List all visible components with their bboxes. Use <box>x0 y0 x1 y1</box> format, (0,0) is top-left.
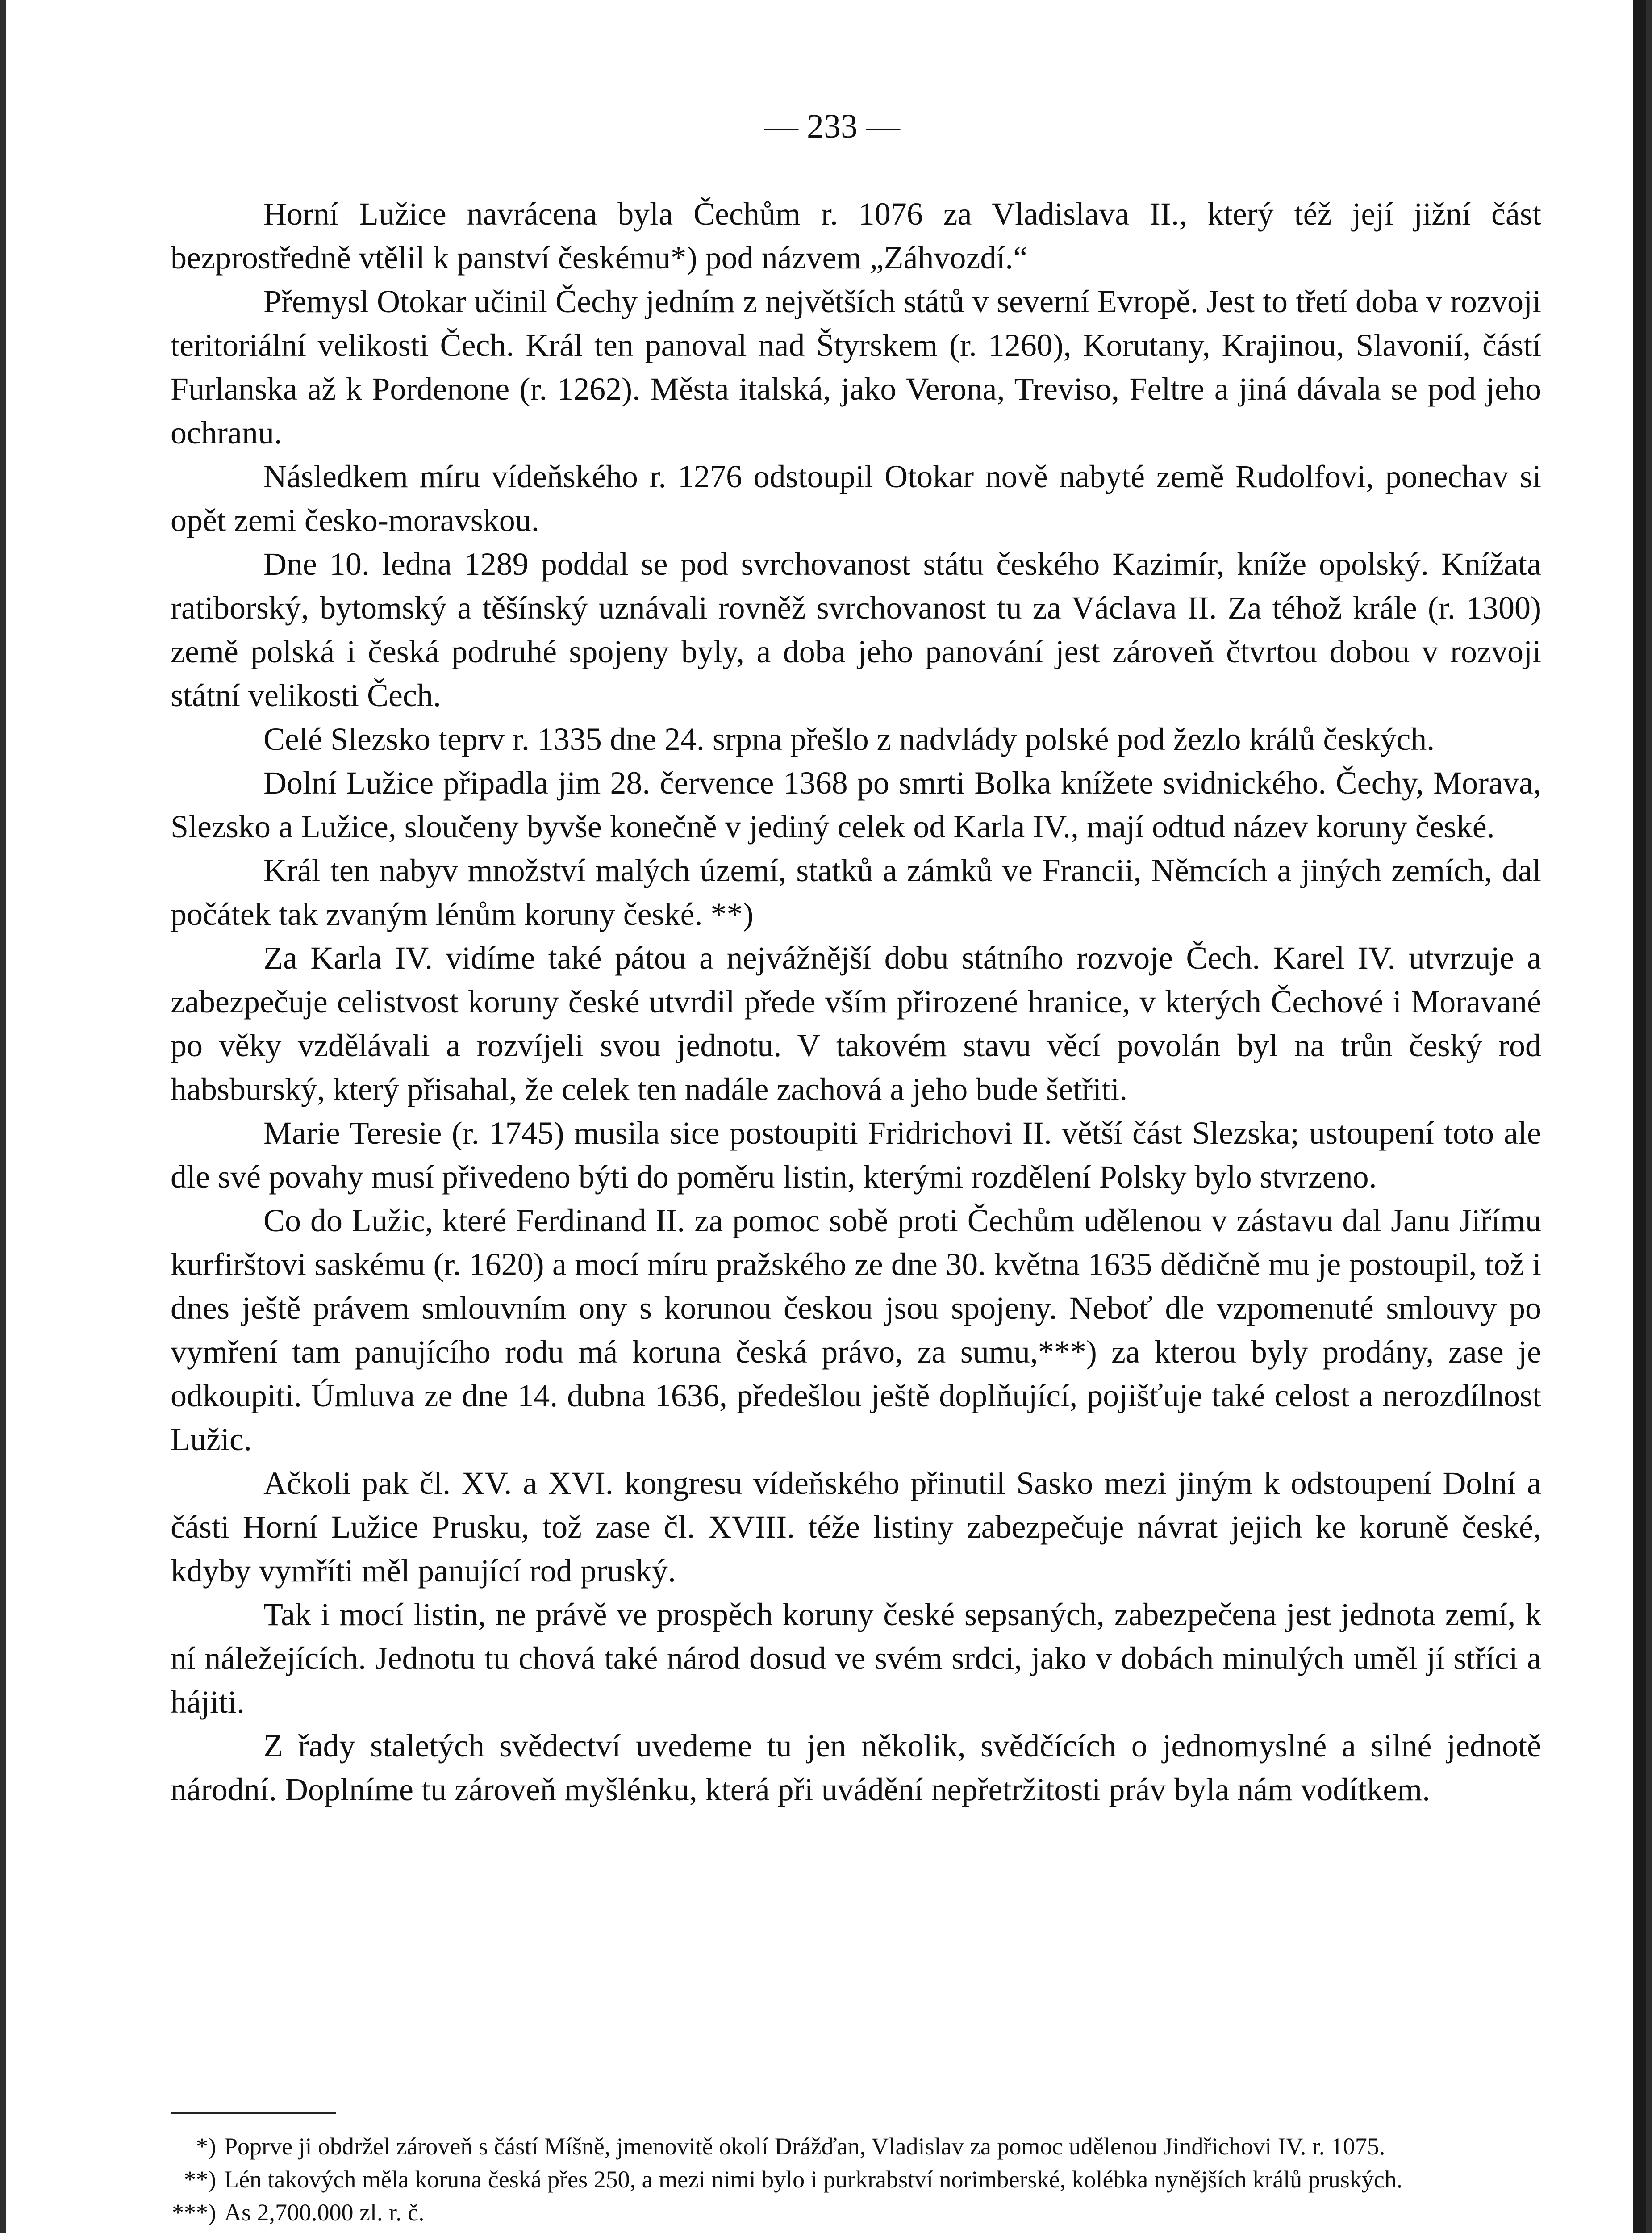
footnote <box>171 2133 1541 2160</box>
footnote-divider <box>171 2112 336 2114</box>
paragraph: Dolní Lužice připadla jim 28. července 1368 po smrti Bolka knížete svidnického. Čechy, Morava, Slezsko a Lužice, sloučeny byvše konečně v jediný celek od Karla IV., mají odtud název koruny české. <box>171 765 1541 845</box>
paragraph: Přemysl Otokar učinil Čechy jedním z největších států v severní Evropě. Jest to třetí doba v rozvoji teritoriální velikosti Čech. Král ten panoval nad Štyrskem (r. 1260), Korutany, Krajinou, Slavonií, částí Furlanska až k Pordenone (r. 1262). Města italská, jako Verona, Treviso, Feltre a jiná dávala se pod jeho ochranu. <box>171 284 1541 451</box>
paragraph: Dne 10. ledna 1289 poddal se pod svrchovanost státu českého Kazimír, kníže opolský. Knížata ratiborský, bytomský a těšínský uznávali rovněž svrchovanost tu za Václava II. Za téhož krále (r. 1300) země polská i česká podruhé spojeny byly, a doba jeho panování jest zároveň čtvrtou dobou v rozvoji státní velikosti Čech. <box>171 546 1541 713</box>
paragraph: Následkem míru vídeňského r. 1276 odstoupil Otokar nově nabyté země Rudolfovi, ponechav si opět zemi česko-moravskou. <box>171 459 1541 538</box>
footnote-text: Lén takových měla koruna česká přes 250, a mezi nimi bylo i purkrabství norimberské, kolébka nynějších králů pruských. <box>224 2166 1403 2193</box>
paragraph: Z řady staletých svědectví uvedeme tu jen několik, svědčících o jednomyslné a silné jednotě národní. Doplníme tu zároveň myšlénku, která při uvádění nepřetržitosti práv byla nám vodítkem. <box>171 1728 1541 1807</box>
paragraph: Celé Slezsko teprv r. 1335 dne 24. srpna přešlo z nadvlády polské pod žezlo králů českých. <box>263 721 1435 757</box>
paragraph: Horní Lužice navrácena byla Čechům r. 1076 za Vladislava II., který též její jižní část bezprostředně vtělil k panství českému*) pod názvem „Záhvozdí.“ <box>171 196 1541 276</box>
page-number: — 233 — <box>764 108 900 145</box>
paragraph: Marie Teresie (r. 1745) musila sice postoupiti Fridrichovi II. větší část Slezska; ustoupení toto ale dle své povahy musí přivedeno býti do poměru listin, kterými rozdělení Polsky bylo stvrzeno. <box>171 1115 1541 1195</box>
footnote-text: As 2,700.000 zl. r. č. <box>224 2199 425 2226</box>
page-edge-shadow <box>1633 0 1646 2233</box>
paragraph: Tak i mocí listin, ne právě ve prospěch koruny české sepsaných, zabezpečena jest jednota zemí, k ní náležejících. Jednotu tu chová také národ dosud ve svém srdci, jako v dobách minulých uměl jí stříci a hájiti. <box>171 1597 1541 1720</box>
footnote-mark: *) <box>196 2133 216 2160</box>
paragraph: Král ten nabyv množství malých území, statků a zámků ve Francii, Němcích a jiných zemích, dal počátek tak zvaným lénům koruny české. **) <box>171 853 1541 932</box>
footnote-mark: ***) <box>172 2199 216 2226</box>
footnote-text: Poprve ji obdržel zároveň s částí Míšně, jmenovitě okolí Drážďan, Vladislav za pomoc udělenou Jindřichovi IV. r. 1075. <box>224 2133 1385 2160</box>
footnote-mark: **) <box>184 2166 216 2193</box>
footnote <box>171 2199 1541 2226</box>
footnotes <box>171 2133 1541 2232</box>
main-text <box>171 192 1541 1811</box>
paragraph: Co do Lužic, které Ferdinand II. za pomoc sobě proti Čechům udělenou v zástavu dal Janu Jiřímu kurfirštovi saskému (r. 1620) a mocí míru pražského ze dne 30. května 1635 dědičně mu je postoupil, tož i dnes ještě právem smlouvním ony s korunou českou jsou spojeny. Neboť dle vzpomenuté smlouvy po vymření tam panujícího rodu má koruna česká právo, za sumu,***) za kterou byly prodány, zase je odkoupiti. Úmluva ze dne 14. dubna 1636, předešlou ještě doplňující, pojišťuje také celost a nerozdílnost Lužic. <box>171 1203 1541 1457</box>
paragraph: Za Karla IV. vidíme také pátou a nejvážnější dobu státního rozvoje Čech. Karel IV. utvrzuje a zabezpečuje celistvost koruny české utvrdil přede vším přirozené hranice, v kterých Čechové i Moravané po věky vzdělávali a rozvíjeli svou jednotu. V takovém stavu věcí povolán byl na trůn český rod habsburský, který přisahal, že celek ten nadále zachová a jeho bude šetřiti. <box>171 940 1541 1107</box>
book-page <box>6 0 1646 2233</box>
footnote <box>171 2166 1541 2193</box>
paragraph: Ačkoli pak čl. XV. a XVI. kongresu vídeňského přinutil Sasko mezi jiným k odstoupení Dolní a části Horní Lužice Prusku, tož zase čl. XVIII. téže listiny zabezpečuje návrat jejich ke koruně české, kdyby vymříti měl panující rod pruský. <box>171 1465 1541 1589</box>
